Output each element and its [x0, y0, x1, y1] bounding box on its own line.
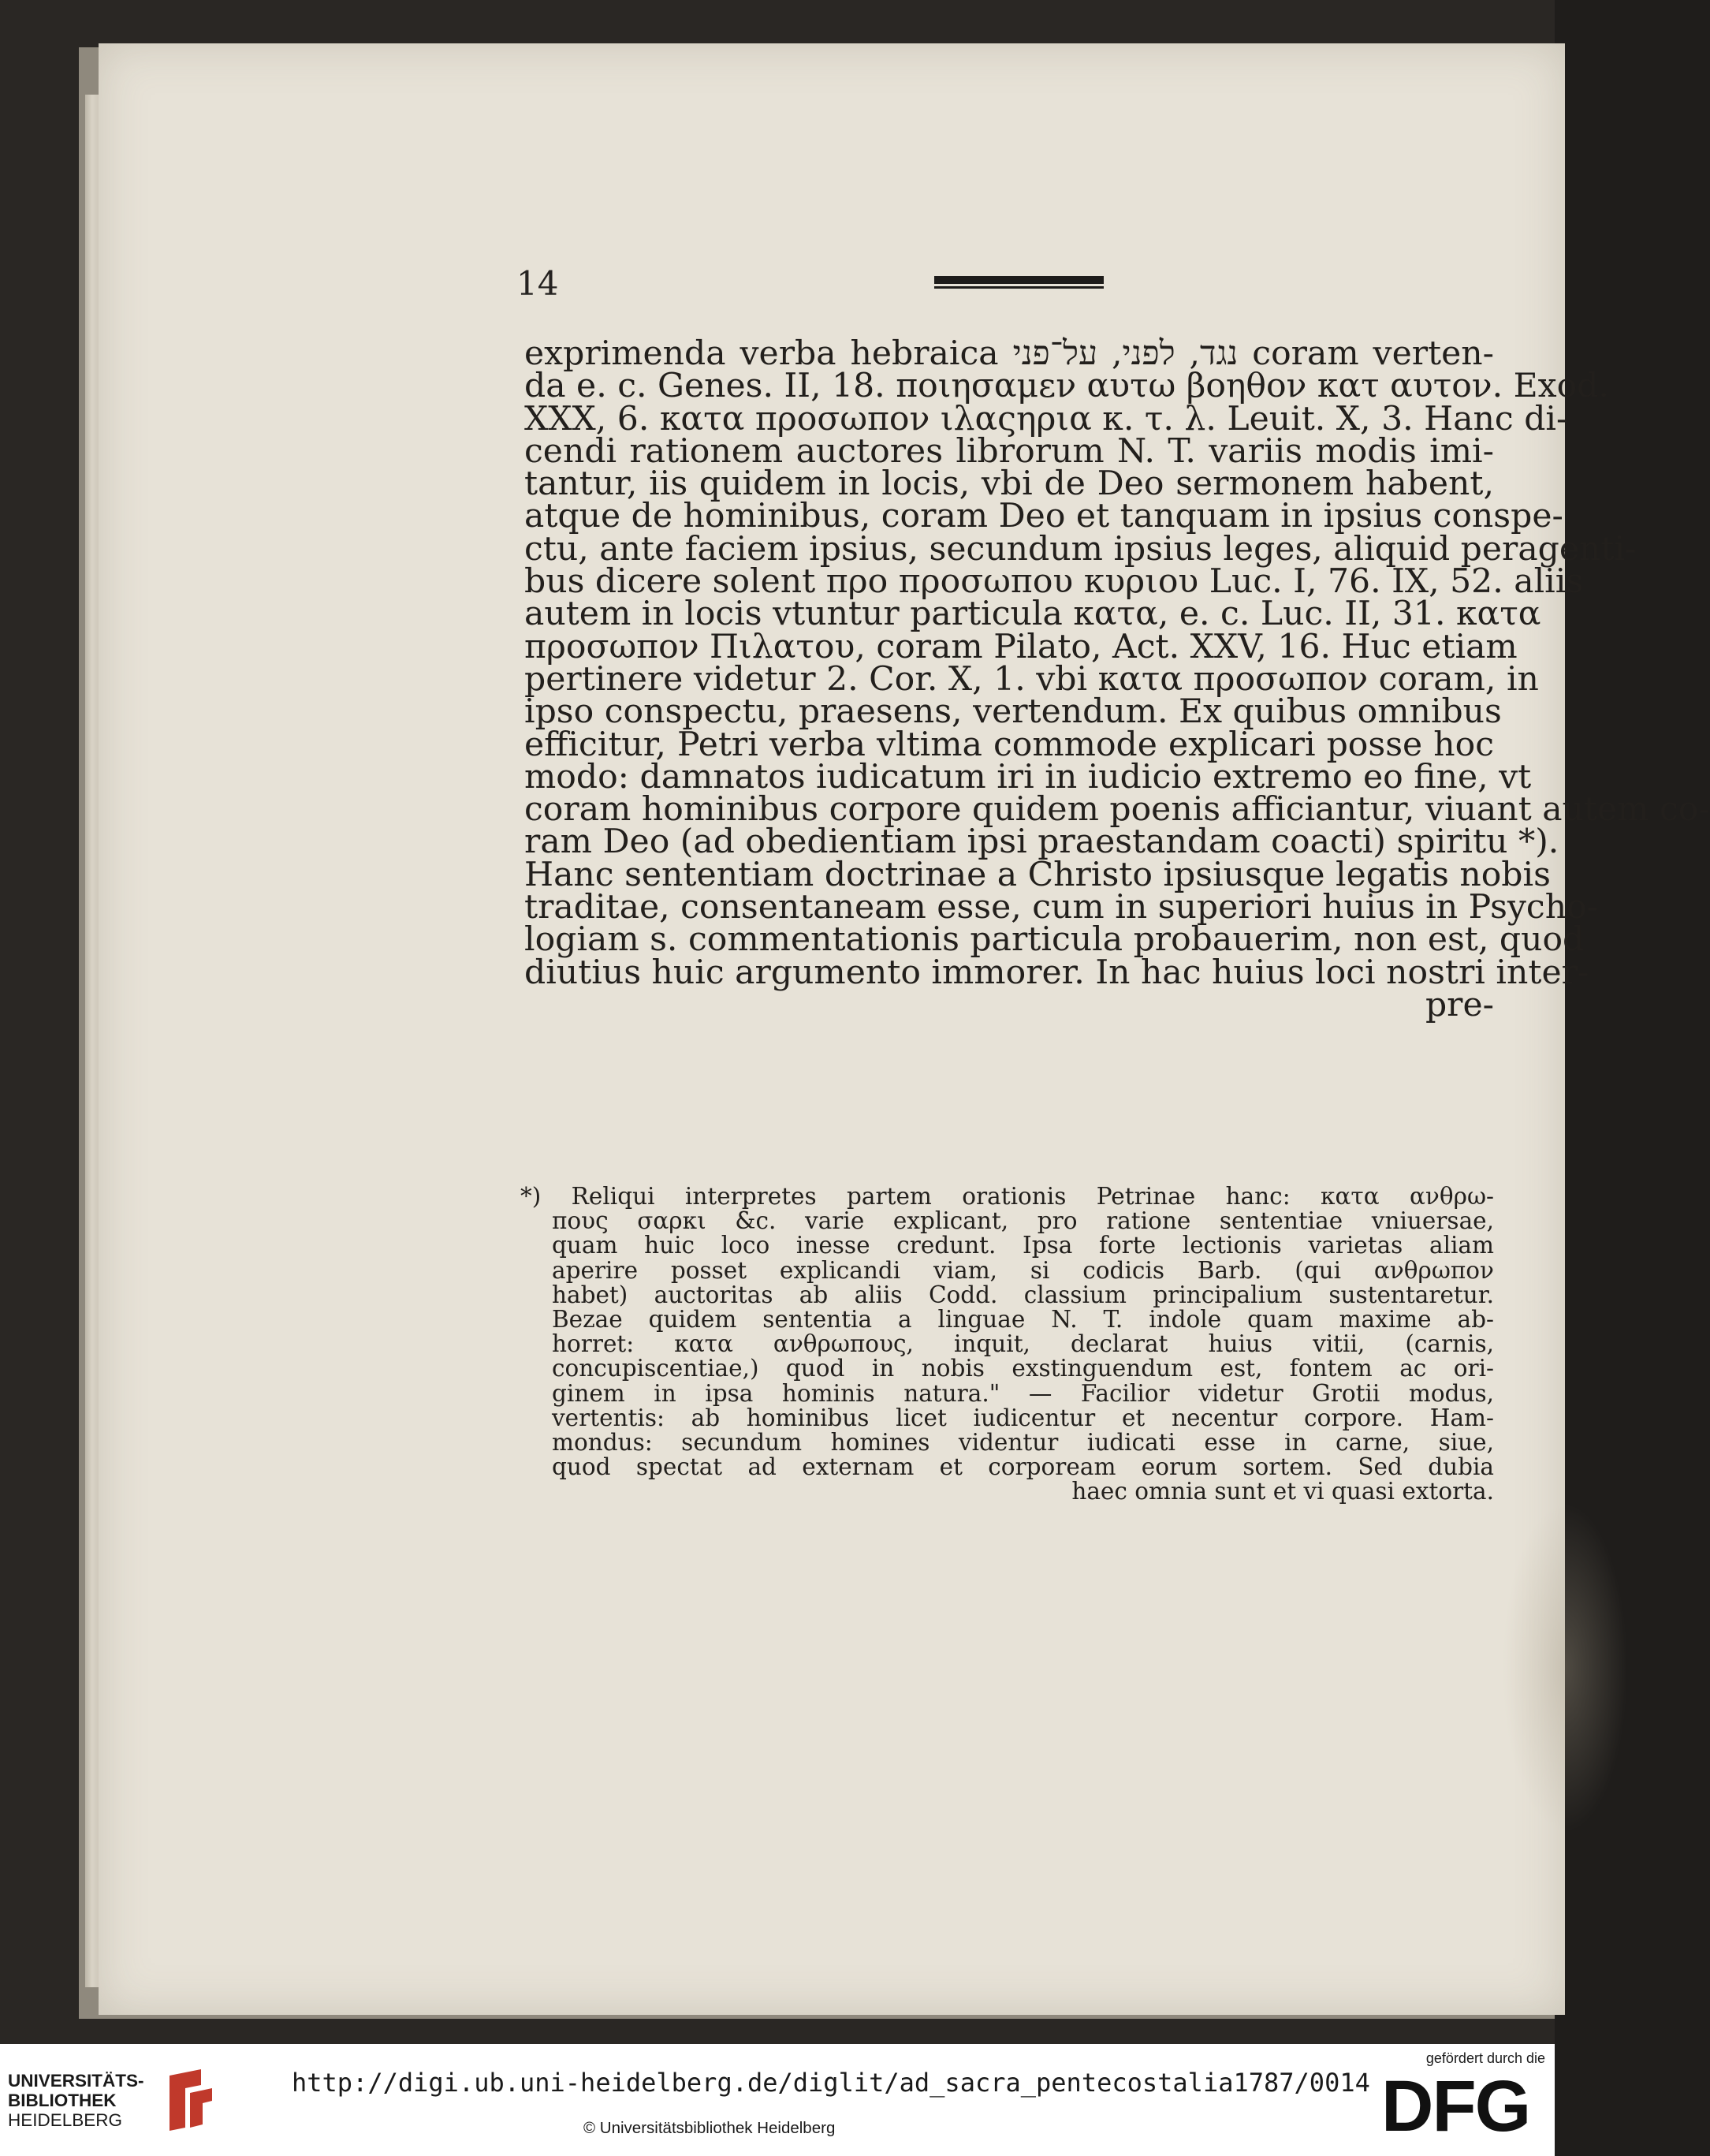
body-text-line: cendi rationem auctores librorum N. T. variis modis imi-	[524, 431, 1494, 471]
footnote-line: *) Reliqui interpretes partem orationis Petrinae hanc: κατα ανθρω-	[520, 1183, 1494, 1210]
footnote-line: horret: κατα ανθρωπους, inquit, declarat huius vitii, (carnis,	[552, 1330, 1494, 1358]
header-rule	[934, 276, 1104, 289]
body-text-line: pertinere videtur 2. Cor. X, 1. vbi κατα προσωπον coram, in	[524, 659, 1539, 699]
body-text-line: logiam s. commentationis particula probauerim, non est, quod	[524, 920, 1585, 960]
body-text-line: ram Deo (ad obedientiam ipsi praestandam coacti) spiritu *).	[524, 822, 1559, 862]
footnote-line: aperire posset explicandi viam, si codicis Barb. (qui ανθρωπον	[552, 1256, 1494, 1284]
dfg-logo[interactable]: DFG	[1381, 2066, 1530, 2147]
body-text-line: Hanc sententiam doctrinae a Christo ipsiusque legatis nobis	[524, 855, 1551, 894]
permalink-url[interactable]: http://digi.ub.uni-heidelberg.de/diglit/ad_sacra_pentecostalia1787/0014	[292, 2068, 1370, 2098]
footnote-line: concupiscentiae,) quod in nobis exstinguendum est, fontem ac ori-	[552, 1355, 1494, 1382]
body-text-line: efficitur, Petri verba vltima commode explicari posse hoc	[524, 725, 1494, 764]
footnote-line: vertentis: ab hominibus licet iudicentur et necentur corpore. Ham-	[552, 1404, 1494, 1431]
footnote-line: quod spectat ad externam et corpoream eorum sortem. Sed dubia	[552, 1453, 1494, 1481]
body-text-line: coram hominibus corpore quidem poenis afficiantur, viuant autem co-	[524, 790, 1710, 830]
body-text-line: traditae, consentaneam esse, cum in superiori huius in Psycho-	[524, 888, 1599, 927]
library-logo-icon[interactable]	[154, 2066, 221, 2133]
main-text-block	[524, 334, 1710, 1024]
footnote-line: Bezae quidem sententia a linguae N. T. indole quam maxime ab-	[552, 1306, 1494, 1334]
library-name-line-2: BIBLIOTHEK	[8, 2091, 117, 2110]
footnote-line: ginem in ipsa hominis natura." — Facilior videtur Grotii modus,	[552, 1379, 1494, 1407]
body-text-line: atque de hominibus, coram Deo et tanquam in ipsius conspe-	[524, 497, 1563, 536]
body-text-line: bus dicere solent προ προσωπου κυριου Luc. I, 76. IX, 52. aliis	[524, 562, 1584, 602]
footnote-line: mondus: secundum homines videntur iudicati esse in carne, siue,	[552, 1429, 1494, 1457]
library-name[interactable]	[8, 2071, 144, 2130]
body-text-line: pre-	[1425, 985, 1494, 1024]
paper-stain	[1502, 1502, 1628, 1833]
body-text-line: autem in locis vtuntur particula κατα, e. c. Luc. II, 31. κατα	[524, 595, 1541, 634]
library-name-line-1: UNIVERSITÄTS-	[8, 2071, 144, 2091]
body-text-line: ctu, ante faciem ipsius, secundum ipsius leges, aliquid peragenti-	[524, 529, 1637, 569]
page-number: 14	[516, 264, 559, 303]
footnote-block	[520, 1183, 1494, 1505]
footnote-line: πους σαρκι &c. varie explicant, pro ratione sententiae vniuersae,	[552, 1207, 1494, 1235]
body-text-line: da e. c. Genes. II, 18. ποιησαμεν αυτω βοηθον κατ αυτον. Exod.	[524, 367, 1609, 406]
funded-by-label: gefördert durch die	[1425, 2050, 1545, 2066]
body-text-line: XXX, 6. κατα προσωπον ιλαςηρια κ. τ. λ. Leuit. X, 3. Hanc di-	[524, 399, 1568, 438]
library-name-line-3: HEIDELBERG	[8, 2110, 123, 2130]
body-text-line: exprimenda verba hebraica נגד, לפני, על־פני coram verten-	[524, 334, 1494, 373]
body-text-line: ipso conspectu, praesens, vertendum. Ex quibus omnibus	[524, 692, 1502, 732]
body-text-line: tantur, iis quidem in locis, vbi de Deo sermonem habent,	[524, 464, 1494, 504]
body-text-line: προσωπον Πιλατου, coram Pilato, Act. XXV, 16. Huc etiam	[524, 627, 1518, 666]
viewer-footer	[0, 2044, 1555, 2156]
header-rule-thin	[934, 286, 1104, 289]
body-text-line: modo: damnatos iudicatum iri in iudicio extremo eo fine, vt	[524, 757, 1532, 796]
body-text-line: diutius huic argumento immorer. In hac huius loci nostri inter-	[524, 953, 1589, 992]
footnote-line: quam huic loco inesse credunt. Ipsa forte lectionis varietas aliam	[552, 1232, 1494, 1259]
footnote-line: haec omnia sunt et vi quasi extorta.	[1071, 1478, 1494, 1505]
copyright-notice: © Universitätsbibliothek Heidelberg	[583, 2119, 836, 2137]
header-rule-thick	[934, 276, 1104, 284]
footnote-line: habet) auctoritas ab aliis Codd. classium principalium sustentaretur.	[552, 1281, 1494, 1308]
